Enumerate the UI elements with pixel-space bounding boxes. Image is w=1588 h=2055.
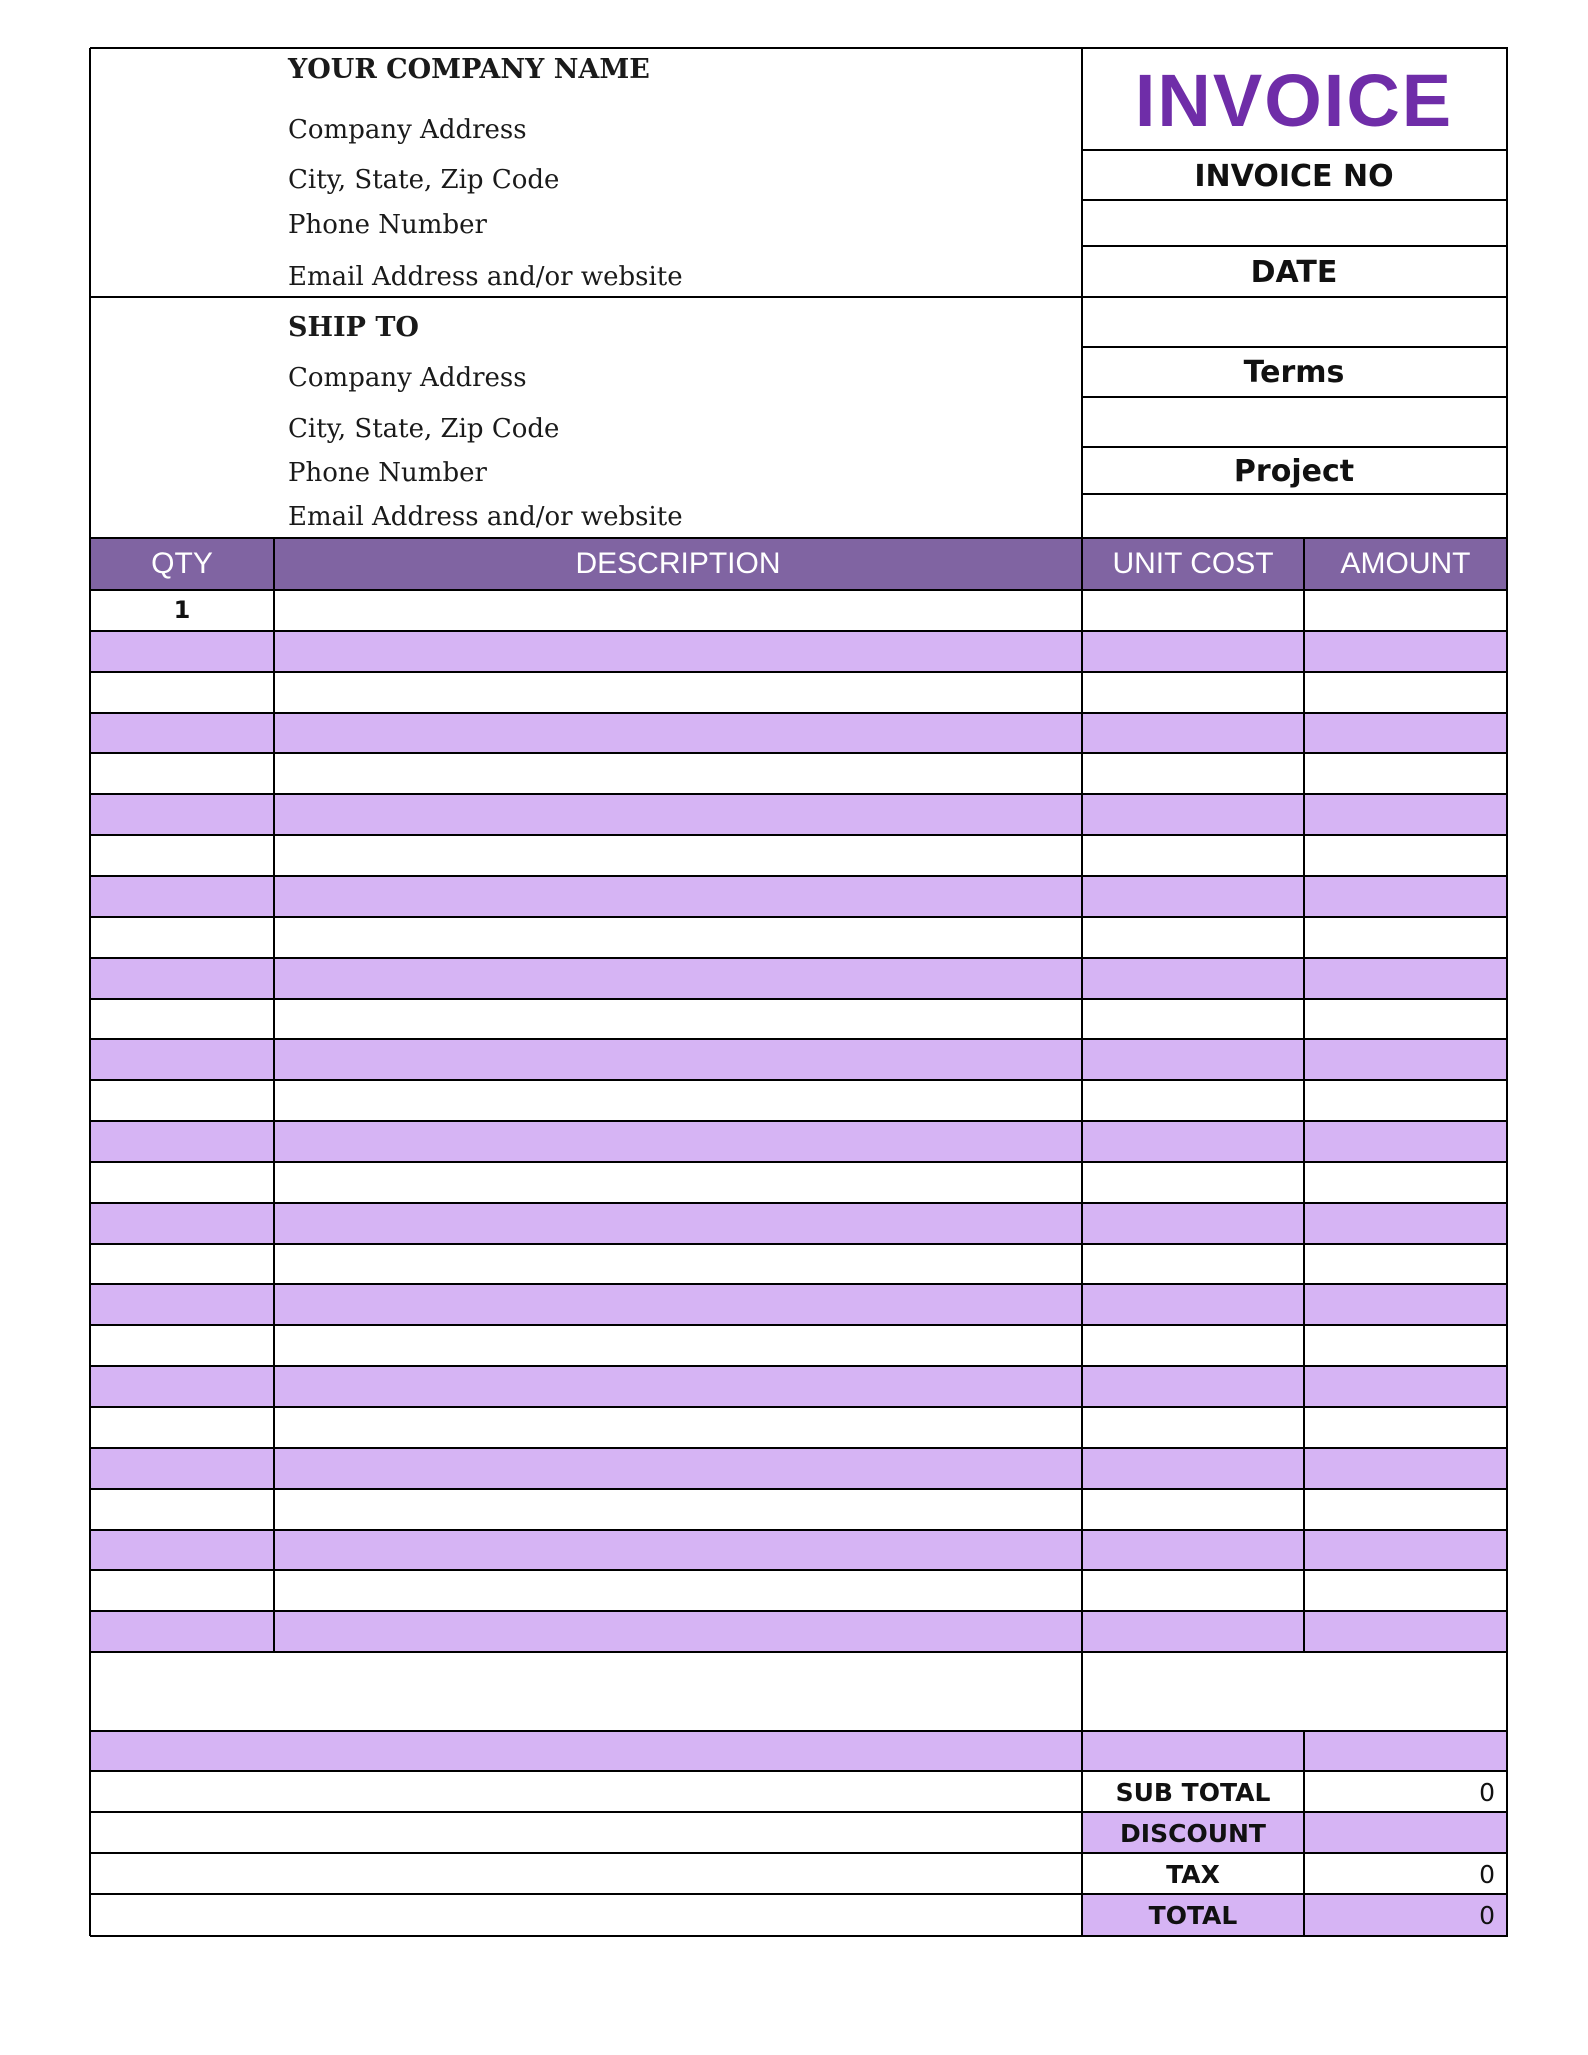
amount-cell[interactable]	[1304, 1080, 1507, 1121]
qty-cell[interactable]	[90, 1489, 274, 1530]
row-line	[90, 875, 1508, 877]
amount-cell[interactable]	[1304, 876, 1507, 917]
footer-line	[90, 1893, 1508, 1895]
row-line	[90, 1569, 1508, 1571]
amount-cell[interactable]	[1304, 631, 1507, 672]
qty-cell[interactable]	[90, 1284, 274, 1325]
qty-cell[interactable]	[90, 1203, 274, 1244]
description-cell[interactable]	[274, 1325, 1082, 1366]
right-panel-line	[1082, 346, 1508, 348]
comment-line-4[interactable]	[91, 1895, 1081, 1934]
right-panel-line	[1082, 493, 1508, 495]
tax-label: TAX	[1166, 1859, 1220, 1889]
unit-cost-cell[interactable]	[1082, 1611, 1304, 1652]
description-cell[interactable]	[274, 713, 1082, 754]
unit-cost-cell[interactable]	[1082, 1039, 1304, 1080]
qty-cell[interactable]	[90, 999, 274, 1040]
unit-cost-cell[interactable]	[1082, 1162, 1304, 1203]
amount-cell[interactable]	[1304, 1039, 1507, 1080]
unit-cost-cell[interactable]	[1082, 1121, 1304, 1162]
unit-cost-cell[interactable]	[1082, 590, 1304, 631]
amount-cell[interactable]	[1304, 1162, 1507, 1203]
unit-cost-cell[interactable]	[1082, 753, 1304, 794]
unit-cost-cell[interactable]	[1082, 835, 1304, 876]
company-city: City, State, Zip Code	[288, 165, 560, 195]
total-value: 0	[1479, 1900, 1495, 1930]
amount-cell[interactable]	[1304, 1530, 1507, 1571]
subtotal-label: SUB TOTAL	[1115, 1777, 1271, 1807]
description-cell[interactable]	[274, 1570, 1082, 1611]
col-line-qty	[273, 538, 275, 1652]
description-cell[interactable]	[274, 958, 1082, 999]
ship-to-address: Company Address	[288, 363, 527, 393]
right-panel-line	[1082, 199, 1508, 201]
frame-top	[90, 47, 1508, 49]
unit-cost-cell[interactable]	[1082, 672, 1304, 713]
row-line	[90, 1406, 1508, 1408]
amount-cell[interactable]	[1304, 958, 1507, 999]
description-cell[interactable]	[274, 876, 1082, 917]
row-line	[90, 1365, 1508, 1367]
discount-label: DISCOUNT	[1120, 1818, 1266, 1848]
qty-cell[interactable]	[90, 1366, 274, 1407]
amount-cell[interactable]	[1304, 590, 1507, 631]
unit-cost-cell[interactable]	[1082, 1489, 1304, 1530]
col-line-totals	[1303, 1731, 1305, 1936]
comments-row-fill	[90, 1731, 1507, 1771]
subtotal-value: 0	[1479, 1777, 1495, 1807]
unit-cost-cell[interactable]	[1082, 1080, 1304, 1121]
frame-bottom	[90, 1935, 1508, 1937]
comment-line-2[interactable]	[91, 1813, 1081, 1852]
row-line	[90, 1488, 1508, 1490]
header-unit-cost: UNIT COST	[1112, 547, 1274, 580]
row-line	[90, 1243, 1508, 1245]
qty-cell[interactable]	[90, 753, 274, 794]
amount-cell[interactable]	[1304, 835, 1507, 876]
right-panel-line	[1082, 396, 1508, 398]
description-cell[interactable]	[274, 1244, 1082, 1285]
unit-cost-cell[interactable]	[1082, 917, 1304, 958]
company-shipto-divider	[90, 296, 1083, 298]
description-cell[interactable]	[274, 1366, 1082, 1407]
row-line	[90, 957, 1508, 959]
amount-cell[interactable]	[1304, 753, 1507, 794]
unit-cost-cell[interactable]	[1082, 876, 1304, 917]
qty-cell[interactable]	[90, 1448, 274, 1489]
unit-cost-cell[interactable]	[1082, 1407, 1304, 1448]
amount-cell[interactable]	[1304, 1570, 1507, 1611]
amount-cell[interactable]	[1304, 1407, 1507, 1448]
row-line	[90, 630, 1508, 632]
amount-cell[interactable]	[1304, 999, 1507, 1040]
qty-cell[interactable]	[90, 1039, 274, 1080]
ship-to-phone: Phone Number	[288, 458, 487, 488]
total-label: TOTAL	[1148, 1900, 1238, 1930]
qty-cell[interactable]: 1	[173, 596, 191, 625]
qty-cell[interactable]	[90, 713, 274, 754]
row-line	[90, 834, 1508, 836]
amount-cell[interactable]	[1304, 1203, 1507, 1244]
qty-cell[interactable]	[90, 794, 274, 835]
amount-cell[interactable]	[1304, 1489, 1507, 1530]
description-cell[interactable]	[274, 835, 1082, 876]
description-cell[interactable]	[274, 999, 1082, 1040]
qty-cell[interactable]	[90, 631, 274, 672]
description-cell[interactable]	[274, 1611, 1082, 1652]
description-cell[interactable]	[274, 1407, 1082, 1448]
row-line	[90, 1447, 1508, 1449]
qty-cell[interactable]	[90, 1244, 274, 1285]
description-cell[interactable]	[274, 1448, 1082, 1489]
qty-cell[interactable]	[90, 917, 274, 958]
description-cell[interactable]	[274, 1080, 1082, 1121]
unit-cost-cell[interactable]	[1082, 1203, 1304, 1244]
qty-cell[interactable]	[90, 1121, 274, 1162]
row-line	[90, 1120, 1508, 1122]
unit-cost-cell[interactable]	[1082, 1530, 1304, 1571]
right-panel-line	[1082, 446, 1508, 448]
qty-cell[interactable]	[90, 1325, 274, 1366]
description-cell[interactable]	[274, 672, 1082, 713]
company-address: Company Address	[288, 115, 527, 145]
qty-cell[interactable]	[90, 1407, 274, 1448]
footer-line	[90, 1811, 1508, 1813]
company-phone: Phone Number	[288, 210, 487, 240]
row-line	[90, 998, 1508, 1000]
invoice-title: INVOICE	[1134, 58, 1454, 142]
row-line	[90, 1202, 1508, 1204]
footer-line	[90, 1852, 1508, 1854]
table-header-bottom	[90, 589, 1508, 591]
discount-value[interactable]	[1305, 1813, 1495, 1853]
amount-cell[interactable]	[1304, 1244, 1507, 1285]
amount-cell[interactable]	[1304, 1121, 1507, 1162]
qty-cell[interactable]	[90, 958, 274, 999]
terms-label: Terms	[1243, 354, 1345, 390]
project-field[interactable]	[1082, 496, 1506, 536]
description-cell[interactable]	[274, 917, 1082, 958]
qty-cell[interactable]	[90, 1080, 274, 1121]
row-line	[90, 712, 1508, 714]
unit-cost-cell[interactable]	[1082, 1244, 1304, 1285]
amount-cell[interactable]	[1304, 1325, 1507, 1366]
tax-value: 0	[1479, 1859, 1495, 1889]
invoice-no-field[interactable]	[1082, 202, 1506, 246]
amount-cell[interactable]	[1304, 1448, 1507, 1489]
project-label: Project	[1233, 453, 1355, 489]
row-line	[90, 752, 1508, 754]
amount-cell[interactable]	[1304, 794, 1507, 835]
amount-cell[interactable]	[1304, 1611, 1507, 1652]
qty-cell[interactable]	[90, 1611, 274, 1652]
row-line	[90, 793, 1508, 795]
col-line-desc	[1081, 538, 1083, 1936]
ship-to-heading: SHIP TO	[288, 312, 419, 343]
unit-cost-cell[interactable]	[1082, 631, 1304, 672]
qty-cell[interactable]	[90, 1162, 274, 1203]
unit-cost-cell[interactable]	[1082, 1325, 1304, 1366]
footer-line	[90, 1730, 1508, 1732]
table-top-line	[90, 537, 1508, 539]
unit-cost-cell[interactable]	[1082, 794, 1304, 835]
qty-cell[interactable]	[90, 672, 274, 713]
row-line	[90, 1161, 1508, 1163]
header-amount: AMOUNT	[1340, 547, 1471, 580]
qty-cell[interactable]	[90, 1570, 274, 1611]
amount-cell[interactable]	[1304, 1366, 1507, 1407]
description-cell[interactable]	[274, 1121, 1082, 1162]
description-cell[interactable]	[274, 753, 1082, 794]
description-cell[interactable]	[274, 631, 1082, 672]
right-panel-line	[1082, 296, 1508, 298]
unit-cost-cell[interactable]	[1082, 1448, 1304, 1489]
description-cell[interactable]	[274, 590, 1082, 631]
header-qty: QTY	[151, 547, 213, 580]
amount-cell[interactable]	[1304, 917, 1507, 958]
ship-to-email: Email Address and/or website	[288, 502, 683, 532]
footer-line	[90, 1770, 1508, 1772]
row-line	[90, 1529, 1508, 1531]
description-cell[interactable]	[274, 1039, 1082, 1080]
qty-cell[interactable]	[90, 1530, 274, 1571]
amount-cell[interactable]	[1304, 713, 1507, 754]
company-name: YOUR COMPANY NAME	[288, 54, 650, 85]
row-line	[90, 1283, 1508, 1285]
invoice-no-label: INVOICE NO	[1194, 158, 1394, 194]
amount-cell[interactable]	[1304, 672, 1507, 713]
unit-cost-cell[interactable]	[1082, 999, 1304, 1040]
description-cell[interactable]	[274, 1203, 1082, 1244]
comment-line-1[interactable]	[91, 1772, 1081, 1811]
date-label: DATE	[1250, 254, 1338, 290]
terms-field[interactable]	[1082, 398, 1506, 446]
ship-to-city: City, State, Zip Code	[288, 414, 560, 444]
unit-cost-cell[interactable]	[1082, 1366, 1304, 1407]
comment-line-3[interactable]	[91, 1854, 1081, 1893]
row-line	[90, 1324, 1508, 1326]
unit-cost-cell[interactable]	[1082, 713, 1304, 754]
header-description: DESCRIPTION	[575, 547, 781, 580]
qty-cell[interactable]	[90, 835, 274, 876]
row-line	[90, 1079, 1508, 1081]
description-cell[interactable]	[274, 1162, 1082, 1203]
col-line-unit	[1303, 538, 1305, 1652]
row-line	[90, 671, 1508, 673]
description-cell[interactable]	[274, 1489, 1082, 1530]
row-line	[90, 1610, 1508, 1612]
right-panel-line	[1082, 245, 1508, 247]
right-panel-line	[1082, 149, 1508, 151]
unit-cost-cell[interactable]	[1082, 958, 1304, 999]
qty-cell[interactable]	[90, 876, 274, 917]
amount-cell[interactable]	[1304, 1284, 1507, 1325]
unit-cost-cell[interactable]	[1082, 1570, 1304, 1611]
company-email: Email Address and/or website	[288, 262, 683, 292]
description-cell[interactable]	[274, 794, 1082, 835]
header-divider	[1081, 48, 1083, 538]
row-line	[90, 1038, 1508, 1040]
description-cell[interactable]	[274, 1284, 1082, 1325]
date-field[interactable]	[1082, 298, 1506, 346]
row-line	[90, 916, 1508, 918]
unit-cost-cell[interactable]	[1082, 1284, 1304, 1325]
description-cell[interactable]	[274, 1530, 1082, 1571]
row-line	[90, 1651, 1508, 1653]
